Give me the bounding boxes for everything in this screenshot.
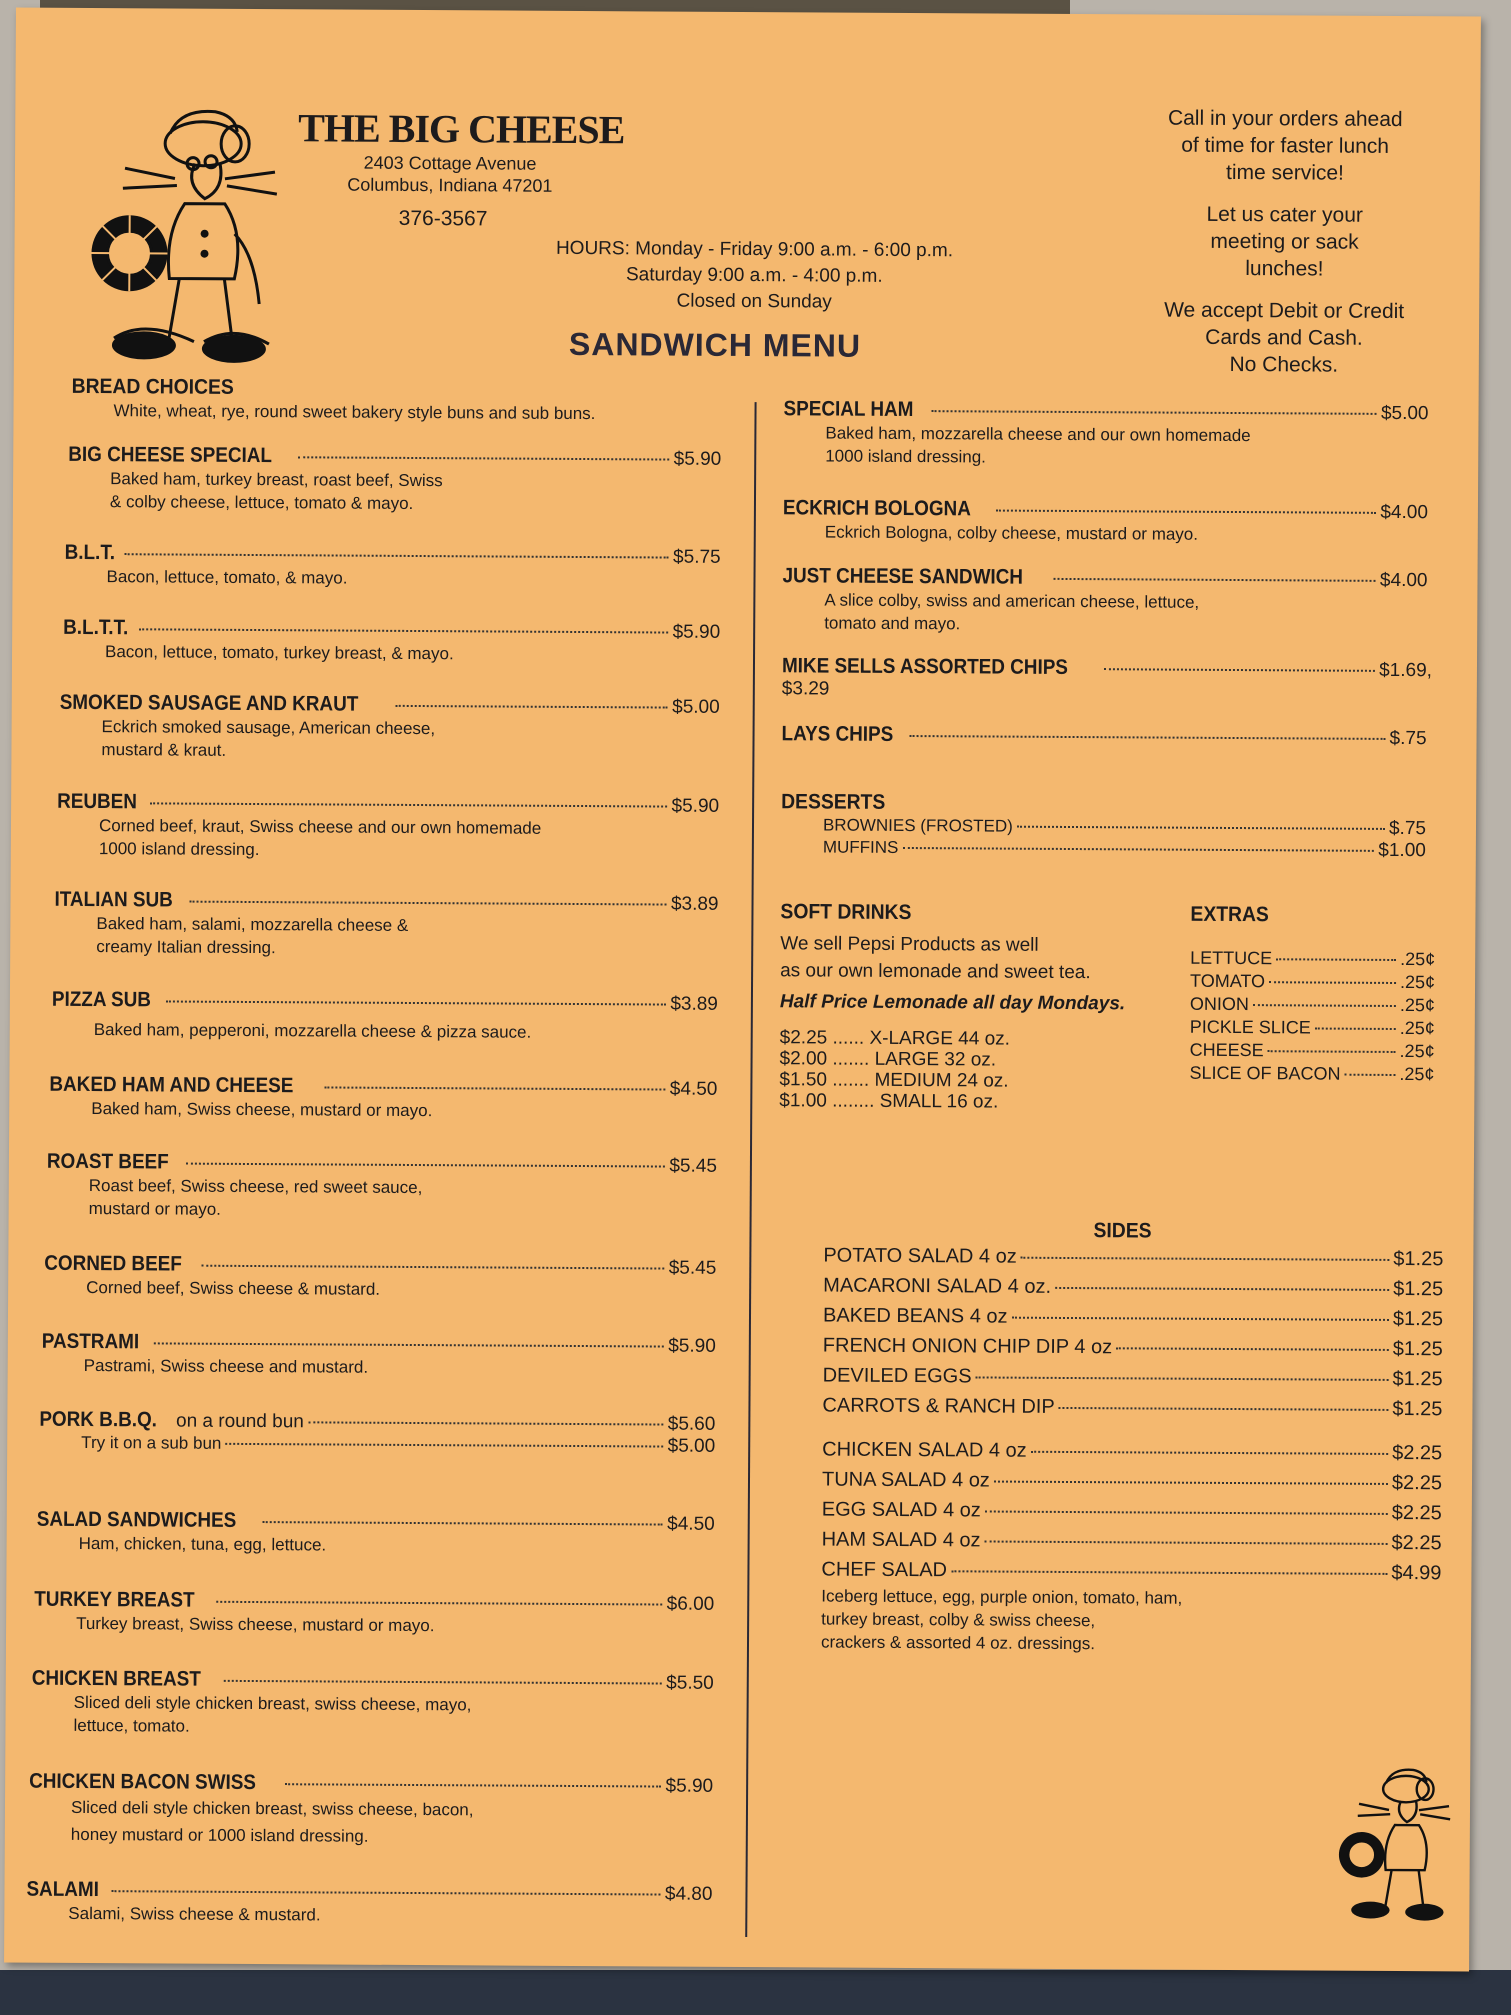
sides-list: POTATO SALAD 4 oz $1.25 MACARONI SALAD 4 oz. $1.25 BAKED BEANS 4 oz $1.25 FRENCH ONION CHIP DIP 4 oz $1.25 DEVILED EGGS $1.25 CARROTS & RANCH DIP $1.25 CHICKEN SALAD 4 oz $2.25 TUNA SALAD 4 oz $2.25 EGG SALAD 4 oz $2.25 HAM SALAD 4 oz $2.25 CHEF SALAD $4.99 Iceberg lettuce, egg, purple onion, tomato, ham, turkey breast, colby & swiss cheese, crackers & assorted 4 oz. dressings. [821, 1240, 1444, 1657]
menu-item: B.L.T. $5.75 Bacon, lettuce, tomato, & mayo. [64, 540, 721, 588]
address: 2403 Cottage Avenue Columbus, Indiana 47201 [347, 152, 553, 196]
menu-item: CORNED BEEF $5.45 Corned beef, Swiss cheese & mustard. [44, 1251, 717, 1299]
table-surface [0, 1970, 1511, 2015]
menu-item: SPECIAL HAM $5.00 Baked ham, mozzarella cheese and our own homemade 1000 island dressing. [783, 397, 1429, 467]
menu-item: B.L.T.T. $5.90 Bacon, lettuce, tomato, turkey breast, & mayo. [63, 615, 721, 664]
list-item: MACARONI SALAD 4 oz. $1.25 [823, 1274, 1444, 1301]
list-item: CHEF SALAD $4.99 [821, 1558, 1442, 1585]
menu-item: TURKEY BREAST $6.00 Turkey breast, Swiss cheese, mustard or mayo. [34, 1587, 715, 1636]
menu-item-pork-bbq: PORK B.B.Q. on a round bun $5.60 Try it on a sub bun $5.00 [39, 1407, 716, 1457]
menu-sheet [4, 8, 1481, 1972]
notice-call-ahead: Call in your orders ahead of time for faster lunch time service! [1167, 106, 1403, 185]
list-item: CARROTS & RANCH DIP $1.25 [822, 1394, 1443, 1421]
menu-item: PASTRAMI $5.90 Pastrami, Swiss cheese and mustard. [41, 1329, 716, 1377]
list-item: DEVILED EGGS $1.25 [822, 1364, 1443, 1391]
hours: HOURS: Monday - Friday 9:00 a.m. - 6:00 p.m. Saturday 9:00 a.m. - 4:00 p.m. Closed on Sunday [555, 237, 954, 313]
menu-item: BAKED HAM AND CHEESE $4.50 Baked ham, Swiss cheese, mustard or mayo. [49, 1072, 718, 1121]
list-item: BAKED BEANS 4 oz $1.25 [822, 1304, 1444, 1331]
menu-item: REUBEN $5.90 Corned beef, kraut, Swiss cheese and our own homemade 1000 island dressing. [57, 789, 720, 860]
list-item: HAM SALAD 4 oz $2.25 [821, 1528, 1442, 1555]
item-price: $5.90 [673, 448, 722, 470]
menu-item: SALAMI $4.80 Salami, Swiss cheese & mustard. [26, 1877, 713, 1925]
menu-item: ITALIAN SUB $3.89 Baked ham, salami, mozzarella cheese & creamy Italian dressing. [54, 887, 719, 958]
menu-item: CHICKEN BREAST $5.50 Sliced deli style chicken breast, swiss cheese, mayo, lettuce, tomato. [31, 1666, 714, 1736]
bread-choices: BREAD CHOICES White, wheat, rye, round sweet bakery style buns and sub buns. [71, 374, 596, 424]
drink-sizes: $2.25 ...... X-LARGE 44 oz. $2.00 ....... LARGE 32 oz. $1.50 ....... MEDIUM 24 oz. $1.00 ........ SMALL 16 oz. [779, 1027, 1011, 1113]
menu-item: PIZZA SUB $3.89 Baked ham, pepperoni, mozzarella cheese & pizza sauce. [51, 987, 718, 1042]
list-item: POTATO SALAD 4 oz $1.25 [823, 1244, 1444, 1271]
restaurant-name: THE BIG CHEESE [298, 105, 625, 153]
list-item: TUNA SALAD 4 oz $2.25 [821, 1468, 1443, 1495]
phone-number: 376-3567 [398, 206, 488, 231]
menu-item-lays: LAYS CHIPS $.75 [781, 722, 1427, 750]
mouse-mascot-small-icon [1334, 1761, 1455, 1932]
menu-item: ECKRICH BOLOGNA $4.00 Eckrich Bologna, colby cheese, mustard or mayo. [782, 496, 1428, 544]
desserts-section: DESSERTS BROWNIES (FROSTED) $.75 MUFFINS $1.00 [781, 790, 1427, 862]
list-item: CHICKEN SALAD 4 oz $2.25 [822, 1438, 1443, 1465]
menu-item: JUST CHEESE SANDWICH $4.00 A slice colby, swiss and american cheese, lettuce, tomato and mayo. [782, 564, 1428, 634]
sides-heading: SIDES [1093, 1219, 1152, 1243]
list-item: EGG SALAD 4 oz $2.25 [821, 1498, 1442, 1525]
column-divider [745, 402, 756, 1937]
menu-item-chips: MIKE SELLS ASSORTED CHIPS $1.69, $3.29 [781, 654, 1433, 700]
notice-payment: We accept Debit or Credit Cards and Cash. No Checks. [1164, 298, 1405, 377]
soft-drinks-section: SOFT DRINKS We sell Pepsi Products as well as our own lemonade and sweet tea. Half Price Lemonade all day Mondays. $2.25 ...... X-LARGE 44 oz. $2.00 ....... LARGE 32 oz. $1.50 ....... MEDIUM 24 oz. $1.00 ........ SMALL 16 oz. [779, 900, 1150, 1113]
menu-item: CHICKEN BACON SWISS $5.90 Sliced deli style chicken breast, swiss cheese, bacon, honey mustard or 1000 island dressing. [29, 1769, 714, 1846]
extras-section: EXTRAS LETTUCE .25¢ TOMATO .25¢ ONION .25¢ PICKLE SLICE .25¢ CHEESE .25¢ SLICE OF BACON .25¢ [1189, 902, 1436, 1085]
menu-item: SMOKED SAUSAGE AND KRAUT $5.00 Eckrich smoked sausage, American cheese, mustard & kraut. [59, 690, 720, 760]
menu-item: ROAST BEEF $5.45 Roast beef, Swiss cheese, red sweet sauce, mustard or mayo. [46, 1149, 717, 1219]
menu-title: SANDWICH MENU [568, 325, 862, 364]
menu-item: SALAD SANDWICHES $4.50 Ham, chicken, tuna, egg, lettuce. [36, 1507, 715, 1555]
menu-item: BIG CHEESE SPECIAL $5.90 Baked ham, turkey breast, roast beef, Swiss & colby cheese, lettuce, tomato & mayo. [68, 442, 722, 513]
mouse-mascot-icon [84, 103, 286, 374]
list-item: FRENCH ONION CHIP DIP 4 oz $1.25 [822, 1334, 1443, 1361]
notice-catering: Let us cater your meeting or sack lunches! [1206, 202, 1364, 281]
